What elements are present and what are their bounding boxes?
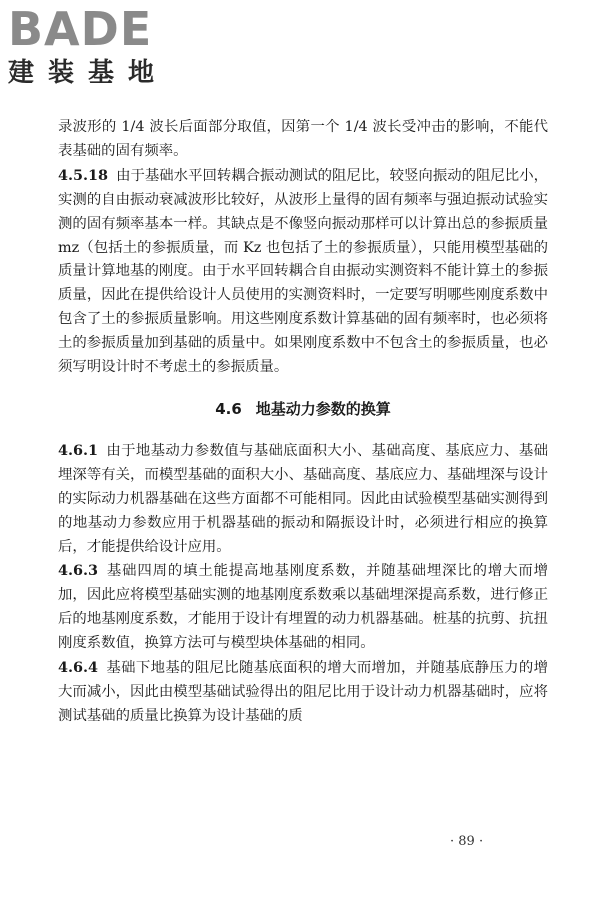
paragraph-4-5-18	[58, 164, 548, 380]
paragraph-continued	[58, 116, 548, 164]
clause-number: 4.6.3	[58, 562, 99, 580]
paragraph-4-6-4	[58, 656, 548, 729]
paragraph-text: 基础四周的填土能提高地基刚度系数，并随基础埋深比的增大而增加，因此应将模型基础实测的地基刚度系数乘以基础埋深提高系数，进行修正后的地基刚度系数，才能用于设计有埋置的动力机器基础。桩基的抗剪、抗扭刚度系数值，换算方法可与模型块体基础的相同。	[58, 563, 548, 652]
clause-number: 4.6.1	[58, 441, 99, 459]
paragraph-text: 由于基础水平回转耦合振动测试的阻尼比，较竖向振动的阻尼比小，实测的自由振动衰减波形比较好，从波形上量得的固有频率与强迫振动试验实测的固有频率基本一样。其缺点是不像竖向振动那样可以计算出总的参振质量 mz（包括土的参振质量，而 Kz 也包括了土的参振质量），只能用模型基础的质量计算地基的刚度。由于水平回转耦合自由振动实测资料不能计算土的参振质量，因此在提供给设计人员使用的实测资料时，一定要写明哪些刚度系数中包含了土的参振质量影响。用这些刚度系数计算基础的固有频率时，也必须将土的参振质量加到基础的质量中。如果刚度系数中不包含土的参振质量，也必须写明设计时不考虑土的参振质量。	[58, 167, 548, 376]
page-number: · 89 ·	[450, 834, 484, 849]
page-body	[58, 116, 548, 729]
logo-wordmark: BADE	[8, 2, 153, 56]
paragraph-text: 由于地基动力参数值与基础底面积大小、基础高度、基底应力、基础埋深等有关，而模型基础的面积大小、基础高度、基底应力、基础埋深与设计的实际动力机器基础在这些方面都不可能相同。因此由试验模型基础实测得到的地基动力参数应用于机器基础的振动和隔振设计时，必须进行相应的换算后，才能提供给设计应用。	[58, 442, 548, 555]
logo-subtitle: 建装基地	[8, 58, 169, 88]
paragraph-text: 录波形的 1/4 波长后面部分取值，因第一个 1/4 波长受冲击的影响，不能代表基础的固有频率。	[58, 119, 548, 159]
section-number: 4.6	[215, 399, 242, 418]
paragraph-4-6-3	[58, 559, 548, 656]
section-title: 地基动力参数的换算	[255, 399, 391, 418]
logo	[8, 4, 168, 88]
clause-number: 4.5.18	[58, 166, 109, 184]
clause-number: 4.6.4	[58, 659, 99, 677]
paragraph-text: 基础下地基的阻尼比随基底面积的增大而增加，并随基底静压力的增大而减小，因此由模型基础试验得出的阻尼比用于设计动力机器基础时，应将测试基础的质量比换算为设计基础的质	[58, 660, 548, 724]
paragraph-4-6-1	[58, 439, 548, 560]
section-heading	[58, 398, 548, 422]
